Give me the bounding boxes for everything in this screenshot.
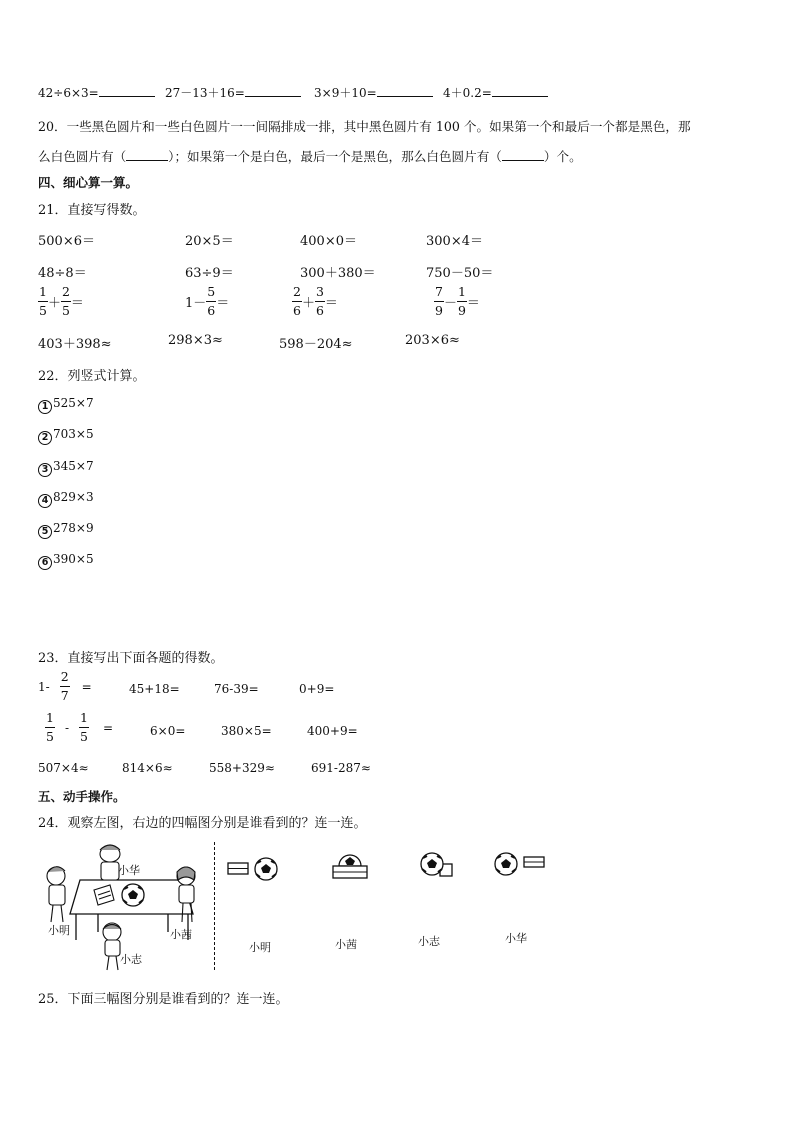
q22-item: 2 703×5 (38, 427, 94, 445)
q21-title: 21．直接写得数。 (38, 203, 146, 218)
person-xiaohua-icon (100, 845, 120, 880)
q21-r4-c4: 203×6≈ (405, 333, 460, 348)
q23-r3-c4: 691-287≈ (311, 761, 371, 775)
q22-item: 3 345×7 (38, 459, 94, 477)
q23-r1-c4: 0+9= (299, 682, 335, 696)
q20-line-2: 么白色圆片有（ ）；如果第一个是白色，最后一个是黑色，那么白色圆片有（ ）个。 (38, 149, 582, 164)
q21-r2-c3: 300＋380＝ (300, 266, 376, 281)
box-front-icon (524, 857, 544, 867)
answer-blank[interactable] (99, 84, 155, 97)
answer-blank[interactable] (245, 84, 301, 97)
q21-fraction-2: 1－ $\frac{5}{6}$ ＝ (185, 284, 230, 318)
view-option-4[interactable] (492, 850, 552, 880)
q19-item-1: 42÷6×3= (38, 84, 155, 100)
q23-r3-c2: 814×6≈ (122, 761, 173, 775)
scene-label-top: 小华 (118, 864, 140, 877)
q22-item: 6 390×5 (38, 552, 94, 570)
q23-r2-c3: 380×5= (221, 724, 272, 738)
q21-r2-c4: 750－50＝ (426, 266, 494, 281)
soccer-ball-icon (495, 853, 517, 875)
q24-title: 24．观察左图，右边的四幅图分别是谁看到的？连一连。 (38, 816, 367, 831)
q21-fraction-4: $\frac{7}{9}$ － $\frac{1}{9}$ ＝ (435, 284, 480, 318)
q21-r2-c1: 48÷8＝ (38, 266, 87, 281)
view-option-2[interactable] (330, 852, 370, 882)
q21-r1-c2: 20×5＝ (185, 234, 234, 249)
q21-r1-c3: 400×0＝ (300, 234, 357, 249)
scene-label-bottom: 小志 (120, 953, 142, 966)
q21-r4-c3: 598－204≈ (279, 337, 353, 352)
soccer-ball-icon (255, 858, 277, 880)
section-title-4: 四、细心算一算。 (38, 175, 139, 190)
q22-item: 1 525×7 (38, 396, 94, 414)
q21-fraction-1: $\frac{1}{5}$ ＋ $\frac{2}{5}$ ＝ (39, 284, 84, 318)
q19-item-2: 27－13＋16= (165, 84, 301, 101)
q21-r1-c1: 500×6＝ (38, 234, 95, 249)
person-xiaoming-icon (47, 867, 65, 922)
box-front-icon (228, 863, 248, 874)
view-option-1[interactable] (226, 854, 286, 884)
answer-label-4[interactable]: 小华 (505, 932, 527, 945)
q21-r4-c1: 403＋398≈ (38, 337, 112, 352)
q23-r2-fraction: $\frac{1}{5}$ - $\frac{1}{5}$ = (46, 710, 114, 744)
soccer-ball-icon (421, 853, 443, 875)
q23-r3-c3: 558+329≈ (209, 761, 275, 775)
q23-r2-c2: 6×0= (150, 724, 186, 738)
q22-item: 4 829×3 (38, 490, 94, 508)
q20-line-1: 20．一些黑色圆片和一些白色圆片一一间隔排成一排，其中黑色圆片有 100 个。如果第一个和最后一个都是黑色，那 (38, 119, 691, 134)
answer-label-3[interactable]: 小志 (418, 935, 440, 948)
q21-fraction-3: $\frac{2}{6}$ ＋ $\frac{3}{6}$ ＝ (293, 284, 338, 318)
answer-blank[interactable] (126, 148, 168, 161)
scene-label-left: 小明 (48, 924, 70, 937)
q23-title: 23．直接写出下面各题的得数。 (38, 651, 224, 666)
q23-r1-c3: 76-39= (214, 682, 259, 696)
scene-label-right: 小茜 (170, 928, 192, 941)
q23-r3-c1: 507×4≈ (38, 761, 89, 775)
q23-r2-c4: 400+9= (307, 724, 358, 738)
q19-item-3: 3×9＋10= (314, 84, 433, 101)
answer-blank[interactable] (377, 84, 433, 97)
q21-r1-c4: 300×4＝ (426, 234, 483, 249)
q19-item-4: 4＋0.2= (443, 84, 548, 101)
q22-item: 5 278×9 (38, 521, 94, 539)
answer-blank[interactable] (492, 84, 548, 97)
soccer-ball-icon (122, 884, 144, 906)
q25-title: 25．下面三幅图分别是谁看到的？连一连。 (38, 992, 289, 1007)
answer-blank[interactable] (502, 148, 544, 161)
q21-r4-c2: 298×3≈ (168, 333, 223, 348)
person-xiaozhi-icon (103, 923, 121, 970)
box-front-icon (333, 866, 367, 878)
divider (214, 842, 215, 970)
soccer-ball-icon (339, 855, 361, 866)
answer-label-1[interactable]: 小明 (249, 941, 271, 954)
answer-label-2[interactable]: 小茜 (335, 938, 357, 951)
view-option-3[interactable] (416, 850, 456, 882)
q21-r2-c2: 63÷9＝ (185, 266, 234, 281)
section-title-5: 五、动手操作。 (38, 789, 126, 804)
q22-title: 22．列竖式计算。 (38, 369, 146, 384)
q23-r1-fraction: 1- $\frac{2}{7}$ = (38, 669, 92, 703)
q23-r1-c2: 45+18= (129, 682, 180, 696)
